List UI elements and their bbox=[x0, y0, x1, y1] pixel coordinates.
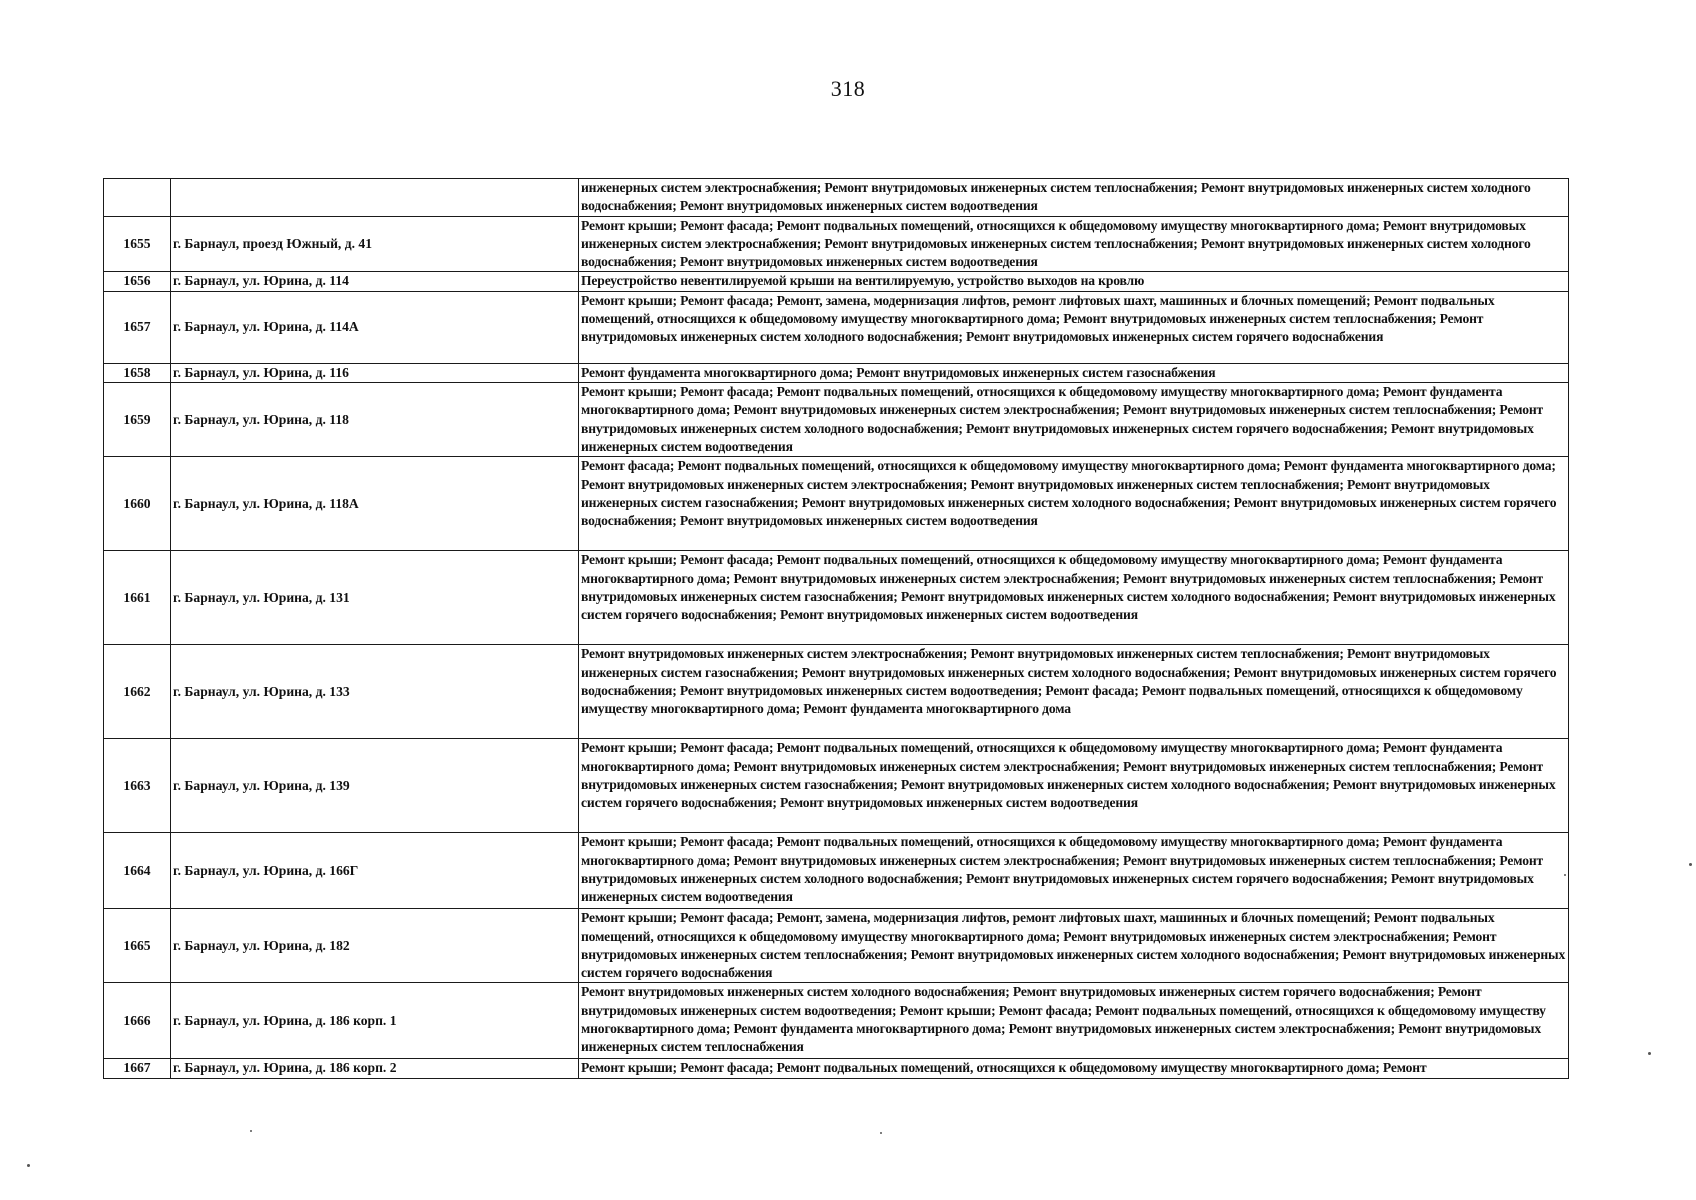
table-row bbox=[104, 383, 1569, 457]
scan-speck bbox=[1689, 863, 1692, 866]
row-works: Ремонт внутридомовых инженерных систем холодного водоснабжения; Ремонт внутридомовых инженерных систем горячего водоснабжения; Ремонт внутридомовых инженерных систем водоотведения; Ремонт крыши; Ремонт фасада; Ремонт подвальных помещений, относящихся к общедомовому имуществу многоквартирного дома; Ремонт фундамента многоквартирного дома; Ремонт внутридомовых инженерных систем электроснабжения; Ремонт внутридомовых инженерных систем теплоснабжения bbox=[579, 983, 1569, 1059]
row-number: 1664 bbox=[104, 833, 171, 909]
row-number: 1655 bbox=[104, 216, 171, 272]
row-address: г. Барнаул, ул. Юрина, д. 186 корп. 2 bbox=[171, 1059, 579, 1078]
row-address: г. Барнаул, ул. Юрина, д. 166Г bbox=[171, 833, 579, 909]
row-number bbox=[104, 179, 171, 217]
row-address: г. Барнаул, ул. Юрина, д. 182 bbox=[171, 909, 579, 983]
row-works: Ремонт крыши; Ремонт фасада; Ремонт, замена, модернизация лифтов, ремонт лифтовых шахт, машинных и блочных помещений; Ремонт подвальных помещений, относящихся к общедомовому имуществу многоквартирного дома; Ремонт внутридомовых инженерных систем теплоснабжения; Ремонт внутридомовых инженерных систем холодного водоснабжения; Ремонт внутридомовых инженерных систем горячего водоснабжения bbox=[579, 291, 1569, 363]
row-works: Ремонт крыши; Ремонт фасада; Ремонт подвальных помещений, относящихся к общедомовому имуществу многоквартирного дома; Ремонт внутридомовых инженерных систем электроснабжения; Ремонт внутридомовых инженерных систем теплоснабжения; Ремонт внутридомовых инженерных систем холодного водоснабжения; Ремонт внутридомовых инженерных систем водоотведения bbox=[579, 216, 1569, 272]
row-works: Ремонт крыши; Ремонт фасада; Ремонт подвальных помещений, относящихся к общедомовому имуществу многоквартирного дома; Ремонт фундамента многоквартирного дома; Ремонт внутридомовых инженерных систем электроснабжения; Ремонт внутридомовых инженерных систем теплоснабжения; Ремонт внутридомовых инженерных систем холодного водоснабжения; Ремонт внутридомовых инженерных систем горячего водоснабжения; Ремонт внутридомовых инженерных систем водоотведения bbox=[579, 833, 1569, 909]
row-works: Ремонт крыши; Ремонт фасада; Ремонт подвальных помещений, относящихся к общедомовому имуществу многоквартирного дома; Ремонт фундамента многоквартирного дома; Ремонт внутридомовых инженерных систем электроснабжения; Ремонт внутридомовых инженерных систем теплоснабжения; Ремонт внутридомовых инженерных систем газоснабжения; Ремонт внутридомовых инженерных систем холодного водоснабжения; Ремонт внутридомовых инженерных систем горячего водоснабжения; Ремонт внутридомовых инженерных систем водоотведения bbox=[579, 551, 1569, 645]
table-row bbox=[104, 179, 1569, 217]
row-works: Ремонт крыши; Ремонт фасада; Ремонт подвальных помещений, относящихся к общедомовому имуществу многоквартирного дома; Ремонт bbox=[579, 1059, 1569, 1078]
row-number: 1656 bbox=[104, 272, 171, 291]
table-row bbox=[104, 363, 1569, 382]
table-row bbox=[104, 983, 1569, 1059]
row-address: г. Барнаул, ул. Юрина, д. 186 корп. 1 bbox=[171, 983, 579, 1059]
row-address: г. Барнаул, ул. Юрина, д. 114 bbox=[171, 272, 579, 291]
table-row bbox=[104, 551, 1569, 645]
table-row bbox=[104, 739, 1569, 833]
scan-speck bbox=[27, 1164, 30, 1167]
table-row bbox=[104, 272, 1569, 291]
row-number: 1662 bbox=[104, 645, 171, 739]
row-number: 1657 bbox=[104, 291, 171, 363]
repair-table-container bbox=[103, 178, 1568, 1079]
row-address: г. Барнаул, проезд Южный, д. 41 bbox=[171, 216, 579, 272]
scan-speck bbox=[880, 1132, 882, 1134]
row-number: 1666 bbox=[104, 983, 171, 1059]
row-works: Ремонт крыши; Ремонт фасада; Ремонт подвальных помещений, относящихся к общедомовому имуществу многоквартирного дома; Ремонт фундамента многоквартирного дома; Ремонт внутридомовых инженерных систем электроснабжения; Ремонт внутридомовых инженерных систем теплоснабжения; Ремонт внутридомовых инженерных систем холодного водоснабжения; Ремонт внутридомовых инженерных систем горячего водоснабжения; Ремонт внутридомовых инженерных систем водоотведения bbox=[579, 383, 1569, 457]
table-row bbox=[104, 216, 1569, 272]
row-works: Ремонт фасада; Ремонт подвальных помещений, относящихся к общедомовому имуществу многоквартирного дома; Ремонт фундамента многоквартирного дома; Ремонт внутридомовых инженерных систем электроснабжения; Ремонт внутридомовых инженерных систем теплоснабжения; Ремонт внутридомовых инженерных систем газоснабжения; Ремонт внутридомовых инженерных систем холодного водоснабжения; Ремонт внутридомовых инженерных систем горячего водоснабжения; Ремонт внутридомовых инженерных систем водоотведения bbox=[579, 457, 1569, 551]
row-address: г. Барнаул, ул. Юрина, д. 114А bbox=[171, 291, 579, 363]
repair-table bbox=[103, 178, 1569, 1079]
row-works: Ремонт фундамента многоквартирного дома; Ремонт внутридомовых инженерных систем газоснабжения bbox=[579, 363, 1569, 382]
row-number: 1659 bbox=[104, 383, 171, 457]
scan-speck bbox=[1564, 874, 1566, 876]
page-number: 318 bbox=[830, 76, 866, 101]
row-number: 1658 bbox=[104, 363, 171, 382]
row-number: 1667 bbox=[104, 1059, 171, 1078]
table-row bbox=[104, 833, 1569, 909]
row-address: г. Барнаул, ул. Юрина, д. 118 bbox=[171, 383, 579, 457]
table-row bbox=[104, 291, 1569, 363]
scan-speck bbox=[1648, 1052, 1651, 1055]
row-number: 1660 bbox=[104, 457, 171, 551]
row-works: Ремонт крыши; Ремонт фасада; Ремонт, замена, модернизация лифтов, ремонт лифтовых шахт, машинных и блочных помещений; Ремонт подвальных помещений, относящихся к общедомовому имуществу многоквартирного дома; Ремонт внутридомовых инженерных систем электроснабжения; Ремонт внутридомовых инженерных систем теплоснабжения; Ремонт внутридомовых инженерных систем холодного водоснабжения; Ремонт внутридомовых инженерных систем горячего водоснабжения bbox=[579, 909, 1569, 983]
table-row bbox=[104, 457, 1569, 551]
row-number: 1663 bbox=[104, 739, 171, 833]
row-address: г. Барнаул, ул. Юрина, д. 116 bbox=[171, 363, 579, 382]
scan-speck bbox=[250, 1130, 252, 1132]
row-address bbox=[171, 179, 579, 217]
row-works: Ремонт крыши; Ремонт фасада; Ремонт подвальных помещений, относящихся к общедомовому имуществу многоквартирного дома; Ремонт фундамента многоквартирного дома; Ремонт внутридомовых инженерных систем электроснабжения; Ремонт внутридомовых инженерных систем теплоснабжения; Ремонт внутридомовых инженерных систем газоснабжения; Ремонт внутридомовых инженерных систем холодного водоснабжения; Ремонт внутридомовых инженерных систем горячего водоснабжения; Ремонт внутридомовых инженерных систем водоотведения bbox=[579, 739, 1569, 833]
row-address: г. Барнаул, ул. Юрина, д. 133 bbox=[171, 645, 579, 739]
row-address: г. Барнаул, ул. Юрина, д. 139 bbox=[171, 739, 579, 833]
row-works: Переустройство невентилируемой крыши на вентилируемую, устройство выходов на кровлю bbox=[579, 272, 1569, 291]
table-row bbox=[104, 909, 1569, 983]
row-address: г. Барнаул, ул. Юрина, д. 131 bbox=[171, 551, 579, 645]
table-row bbox=[104, 645, 1569, 739]
row-number: 1661 bbox=[104, 551, 171, 645]
row-number: 1665 bbox=[104, 909, 171, 983]
table-row bbox=[104, 1059, 1569, 1078]
row-address: г. Барнаул, ул. Юрина, д. 118А bbox=[171, 457, 579, 551]
row-works: Ремонт внутридомовых инженерных систем электроснабжения; Ремонт внутридомовых инженерных систем теплоснабжения; Ремонт внутридомовых инженерных систем газоснабжения; Ремонт внутридомовых инженерных систем холодного водоснабжения; Ремонт внутридомовых инженерных систем горячего водоснабжения; Ремонт внутридомовых инженерных систем водоотведения; Ремонт фасада; Ремонт подвальных помещений, относящихся к общедомовому имуществу многоквартирного дома; Ремонт фундамента многоквартирного дома bbox=[579, 645, 1569, 739]
row-works: инженерных систем электроснабжения; Ремонт внутридомовых инженерных систем теплоснабжения; Ремонт внутридомовых инженерных систем холодного водоснабжения; Ремонт внутридомовых инженерных систем водоотведения bbox=[579, 179, 1569, 217]
